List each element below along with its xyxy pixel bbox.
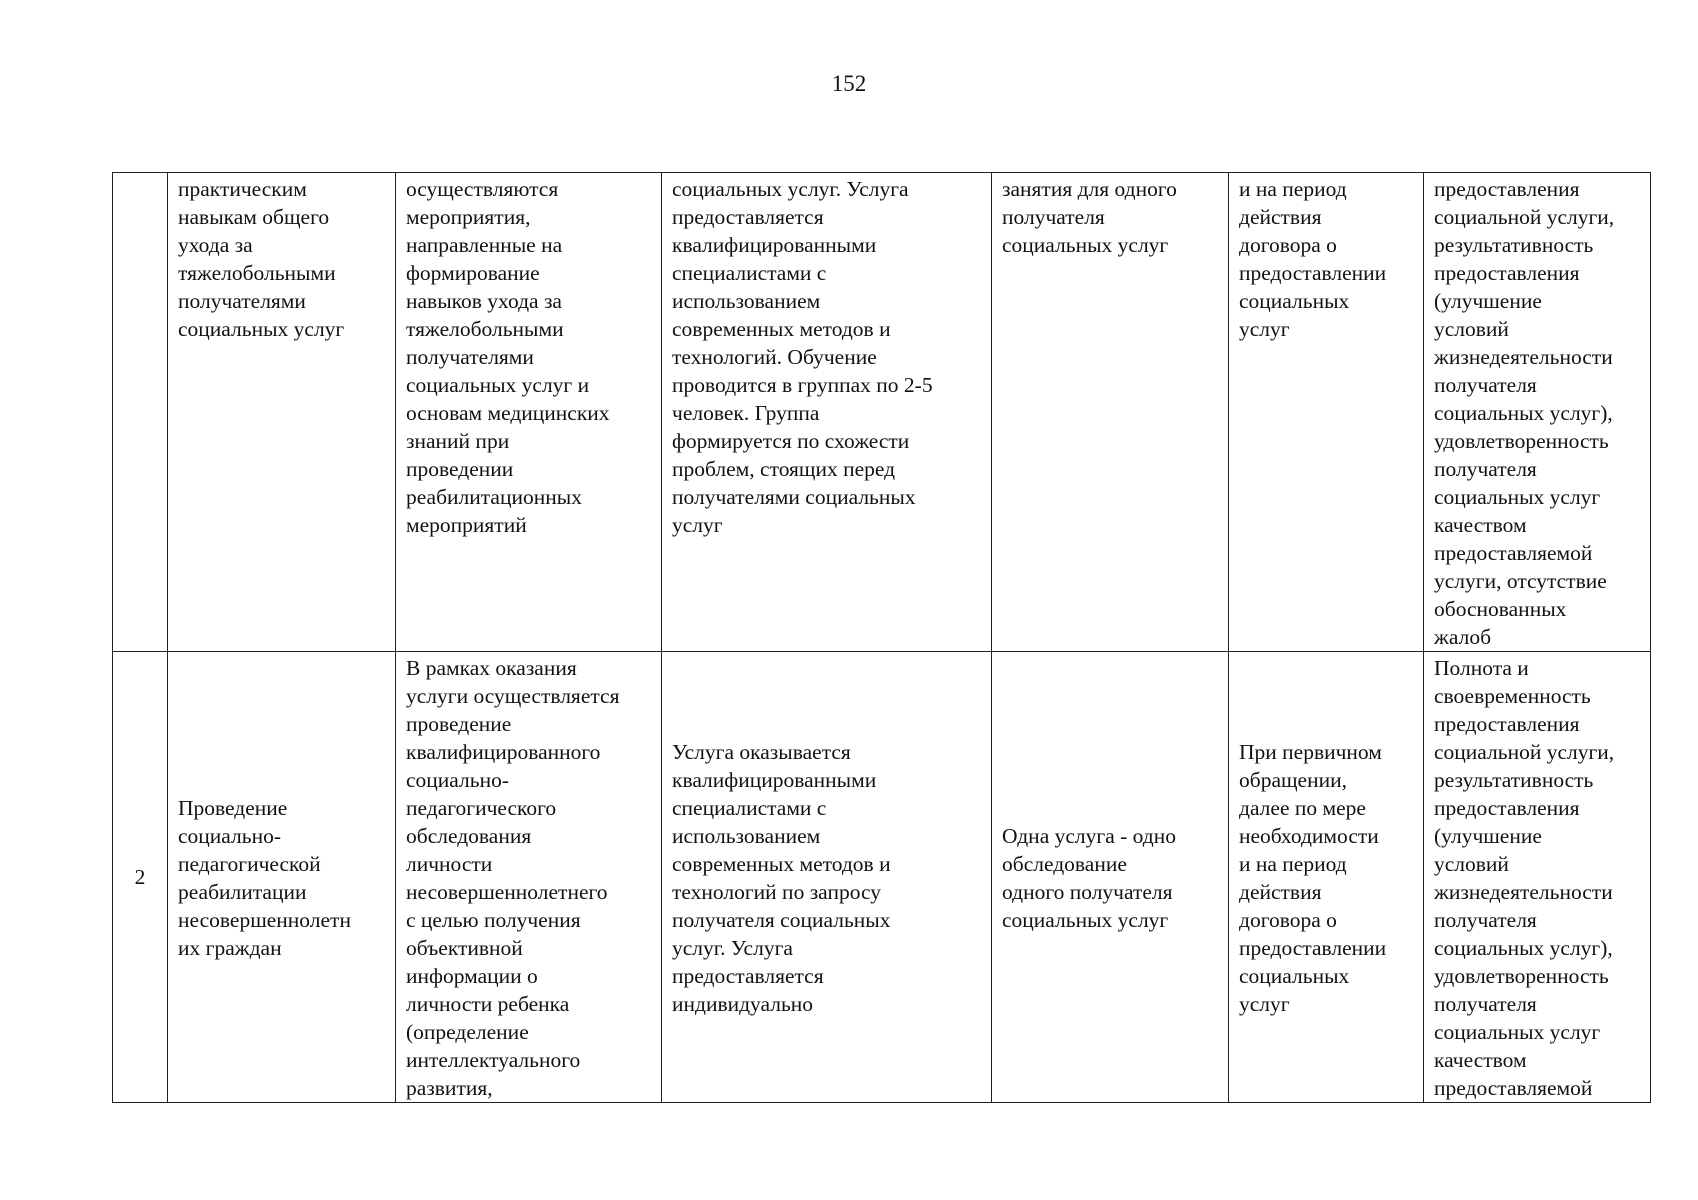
- service-unit-cell: занятия для одного получателя социальных услуг: [992, 173, 1229, 652]
- table-row: [113, 652, 1651, 1103]
- page-number: 152: [831, 71, 867, 96]
- service-conditions-cell: Услуга оказывается квалифицированными специалистами с использованием современных методов и технологий по запросу получателя социальных услуг. Услуга предоставляется индивидуально: [662, 652, 992, 1103]
- service-unit-cell: Одна услуга - одно обследование одного получателя социальных услуг: [992, 652, 1229, 1103]
- service-name-cell: практическим навыкам общего ухода за тяжелобольными получателями социальных услуг: [168, 173, 396, 652]
- service-conditions-cell: социальных услуг. Услуга предоставляется квалифицированными специалистами с использованием современных методов и технологий. Обучение проводится в группах по 2-5 человек. Группа формируется по схожести проблем, стоящих перед получателями социальных услуг: [662, 173, 992, 652]
- service-timing-cell: и на период действия договора о предоставлении социальных услуг: [1229, 173, 1424, 652]
- service-description-cell: осуществляются мероприятия, направленные на формирование навыков ухода за тяжелобольными получателями социальных услуг и основам медицинских знаний при проведении реабилитационных мероприятий: [396, 173, 662, 652]
- service-description-cell: В рамках оказания услуги осуществляется проведение квалифицированного социально- педагогического обследования личности несовершеннолетнего с целью получения объективной информации о личности ребенка (определение интеллектуального развития,: [396, 652, 662, 1103]
- service-timing-cell: При первичном обращении, далее по мере необходимости и на период действия договора о предоставлении социальных услуг: [1229, 652, 1424, 1103]
- service-quality-cell: Полнота и своевременность предоставления социальной услуги, результативность предоставления (улучшение условий жизнедеятельности получателя социальных услуг), удовлетворенность получателя социальных услуг качеством предоставляемой: [1424, 652, 1651, 1103]
- service-quality-cell: предоставления социальной услуги, результативность предоставления (улучшение условий жизнедеятельности получателя социальных услуг), удовлетворенность получателя социальных услуг качеством предоставляемой услуги, отсутствие обоснованных жалоб: [1424, 173, 1651, 652]
- service-name-cell: Проведение социально- педагогической реабилитации несовершеннолетн их граждан: [168, 652, 396, 1103]
- row-number-cell: 2: [113, 652, 168, 1103]
- row-number-cell: [113, 173, 168, 652]
- table-row: [113, 173, 1651, 652]
- services-table: [112, 172, 1651, 1103]
